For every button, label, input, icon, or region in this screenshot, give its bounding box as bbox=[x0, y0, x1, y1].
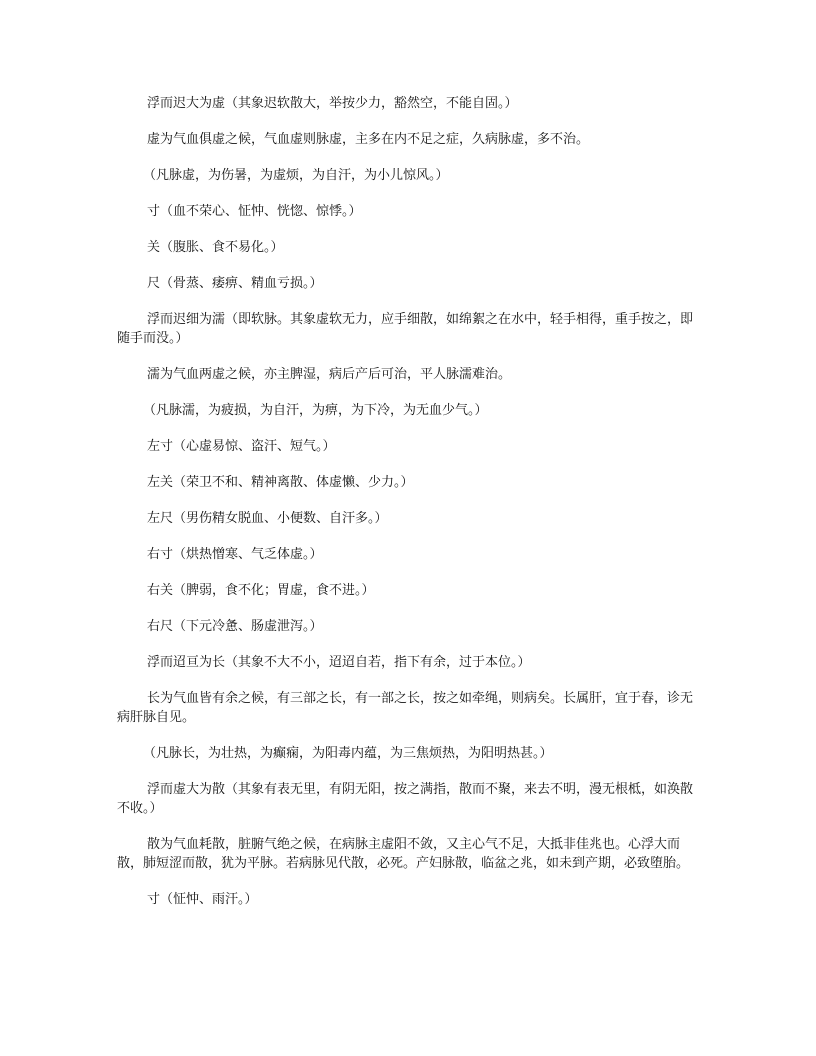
paragraph-ru-left-guan: 左关（荣卫不和、精神离散、体虚懒、少力。） bbox=[147, 475, 414, 490]
paragraph-ru-description: 濡为气血两虚之候，亦主脾湿，病后产后可治，平人脉濡难治。 bbox=[147, 367, 512, 382]
paragraph-san-description: 散为气血耗散，脏腑气绝之候，在病脉主虚阳不敛，又主心气不足，大抵非佳兆也。心浮大而散，肺短涩而散，犹为平脉。若病脉见代散，必死。产妇脉散，临盆之兆，如未到产期，必致堕胎。 bbox=[117, 837, 690, 871]
paragraph-xu-cun: 寸（血不荣心、怔忡、恍惚、惊悸。） bbox=[147, 204, 362, 219]
paragraph-ru-left-chi: 左尺（男伤精女脱血、小便数、自汗多。） bbox=[147, 511, 388, 526]
paragraph-ru-right-guan: 右关（脾弱，食不化；胃虚，食不进。） bbox=[147, 583, 375, 598]
paragraph-san-definition: 浮而虚大为散（其象有表无里，有阴无阳，按之满指，散而不聚，来去不明，漫无根柢，如涣散不收。） bbox=[117, 782, 694, 816]
paragraph-chang-definition: 浮而迢亘为长（其象不大不小，迢迢自若，指下有余，过于本位。） bbox=[147, 655, 531, 670]
paragraph-xu-guan: 关（腹胀、食不易化。） bbox=[147, 240, 284, 255]
paragraph-ru-right-cun: 右寸（烘热憎寒、气乏体虚。） bbox=[147, 547, 323, 562]
paragraph-ru-definition: 浮而迟细为濡（即软脉。其象虚软无力，应手细散，如绵絮之在水中，轻手相得，重手按之，即随手而没。） bbox=[117, 312, 694, 346]
paragraph-xu-description: 虚为气血俱虚之候，气血虚则脉虚，主多在内不足之症，久病脉虚，多不治。 bbox=[147, 132, 590, 147]
paragraph-xu-chi: 尺（骨蒸、痿痹、精血亏损。） bbox=[147, 276, 323, 291]
document-body bbox=[117, 94, 695, 926]
paragraph-xu-note: （凡脉虚，为伤暑，为虚烦，为自汗，为小儿惊风。） bbox=[143, 168, 449, 183]
paragraph-ru-right-chi: 右尺（下元冷惫、肠虚泄泻。） bbox=[147, 619, 323, 634]
paragraph-chang-note: （凡脉长，为壮热，为癫痫，为阳毒内蕴，为三焦烦热，为阳明热甚。） bbox=[143, 746, 553, 761]
paragraph-chang-description: 长为气血皆有余之候，有三部之长，有一部之长，按之如牵绳，则病矣。长属肝，宜于春，诊无病肝脉自见。 bbox=[117, 691, 694, 725]
paragraph-ru-note: （凡脉濡，为疲损，为自汗，为痹，为下冷，为无血少气。） bbox=[143, 403, 488, 418]
paragraph-san-cun: 寸（怔忡、雨汗。） bbox=[147, 892, 258, 907]
paragraph-xu-definition: 浮而迟大为虚（其象迟软散大，举按少力，豁然空，不能自固。） bbox=[147, 96, 518, 111]
paragraph-ru-left-cun: 左寸（心虚易惊、盗汗、短气。） bbox=[147, 439, 336, 454]
